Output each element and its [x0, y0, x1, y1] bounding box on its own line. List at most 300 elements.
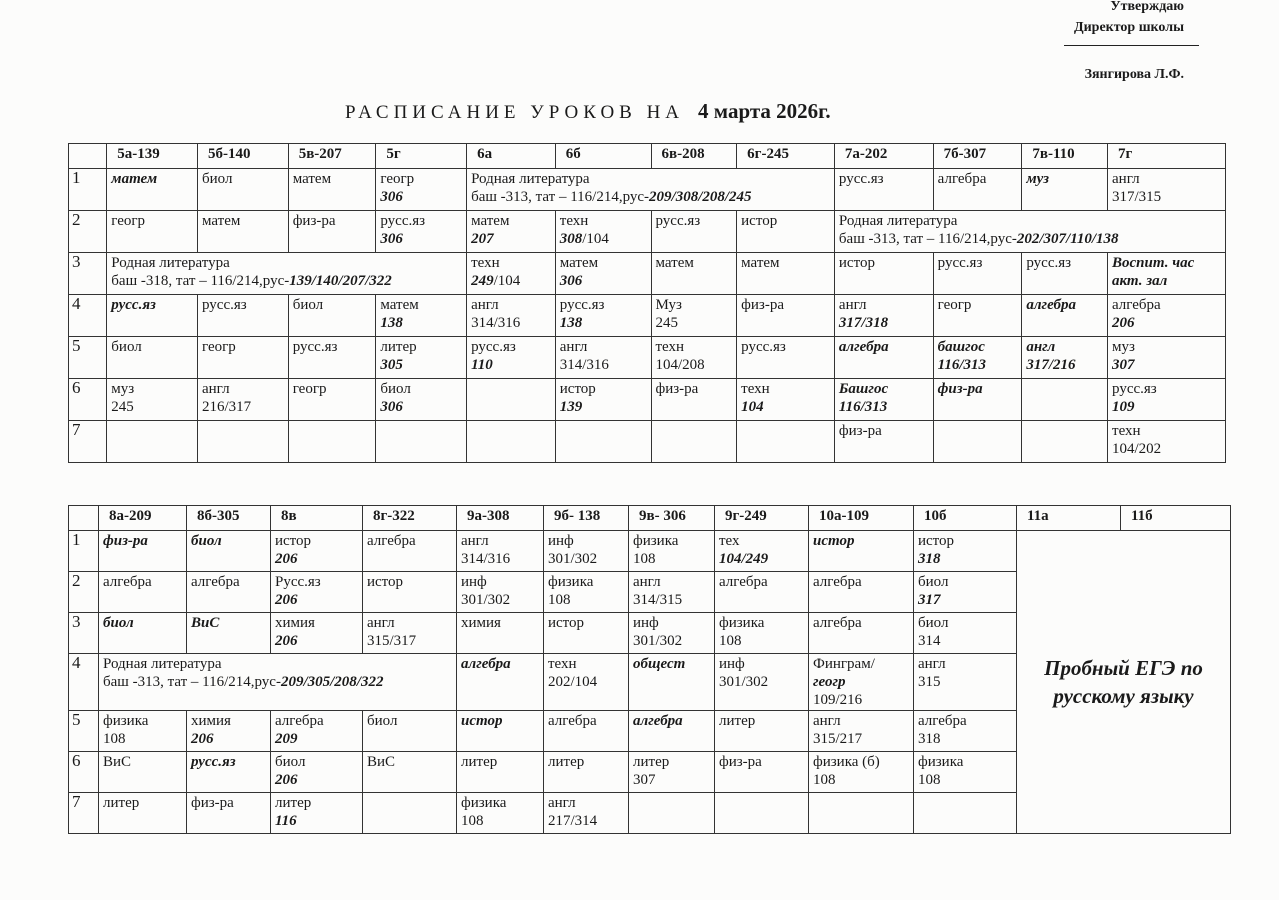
subject-name: матем: [471, 213, 510, 229]
lesson-number: 3: [69, 613, 99, 654]
lesson-cell: [99, 711, 187, 752]
subject-name: литер: [103, 795, 140, 811]
lesson-cell: [107, 253, 467, 295]
subject-name: алгебра: [461, 656, 511, 672]
lesson-cell: [651, 253, 737, 295]
lesson-cell: [629, 572, 715, 613]
lesson-cell: [544, 793, 629, 834]
lesson-cell: [467, 379, 556, 421]
subject-name: биол: [111, 339, 142, 355]
lesson-cell: [914, 572, 1017, 613]
room-number: 108: [918, 772, 941, 788]
room-number: 314/316: [461, 551, 511, 567]
lesson-cell: [457, 531, 544, 572]
lesson-cell: [99, 793, 187, 834]
subject-name: техн: [655, 339, 685, 355]
subject-name: алгебра: [633, 713, 683, 729]
lesson-cell: [737, 295, 835, 337]
subject-name: Воспит. час: [1112, 255, 1195, 271]
schedule-table-grades-5-7: [68, 143, 1226, 463]
lesson-cell: [933, 379, 1022, 421]
room-number: 216/317: [202, 399, 252, 415]
subject-name: русс.яз: [471, 339, 516, 355]
room-number-extra: 318: [865, 315, 889, 331]
header-corner: [69, 144, 107, 169]
subject-name: литер: [548, 754, 585, 770]
subject-name: Русс.яз: [275, 574, 321, 590]
class-header-row: [69, 506, 1231, 531]
lesson-cell: [363, 711, 457, 752]
class-header: 8в: [271, 506, 363, 531]
subject-name: алгебра: [1112, 297, 1161, 313]
subject-name: матем: [655, 255, 694, 271]
subject-name: литер: [380, 339, 417, 355]
subject-name: физ-ра: [937, 381, 983, 397]
lesson-cell: [1108, 169, 1226, 211]
subject-name: геогр: [380, 171, 415, 187]
lesson-number: 2: [69, 572, 99, 613]
lesson-cell: [834, 169, 933, 211]
lesson-cell: [376, 421, 467, 463]
subject-name: англ: [1026, 339, 1056, 355]
lesson-cell: [715, 711, 809, 752]
lesson-cell: [834, 421, 933, 463]
lesson-cell: [809, 654, 914, 711]
subject-name: физика: [719, 615, 765, 631]
subject-name: русс.яз: [838, 171, 884, 187]
subject-name: химия: [275, 615, 315, 631]
room-number: 206: [1112, 315, 1135, 331]
room-number: 306: [380, 231, 403, 247]
subject-name: англ: [548, 795, 576, 811]
subject-name: матем: [202, 213, 241, 229]
room-number: 245: [111, 399, 134, 415]
subject-name: истор: [367, 574, 404, 590]
lesson-cell: [629, 654, 715, 711]
subject-name: геогр: [202, 339, 236, 355]
lesson-cell: [544, 752, 629, 793]
lesson-cell: [288, 379, 376, 421]
room-number: 307: [1112, 357, 1135, 373]
lesson-cell: [914, 752, 1017, 793]
exam-notice: Пробный ЕГЭ по русскому языку: [1017, 531, 1231, 834]
subject-name: биол: [191, 533, 222, 549]
director-title: Директор школы: [1073, 20, 1184, 35]
subject-name: ВиС: [191, 615, 220, 631]
subject-name: истор: [548, 615, 585, 631]
lesson-cell: [629, 711, 715, 752]
room-number: 104/202: [1112, 441, 1162, 457]
subject-name: техн: [1112, 423, 1141, 439]
subject-name: истор: [275, 533, 312, 549]
room-number: 206: [275, 551, 298, 567]
subject-name: алгебра: [103, 574, 152, 590]
lesson-cell: [198, 379, 289, 421]
lesson-number: 5: [69, 711, 99, 752]
room-number: 116/313: [838, 399, 888, 415]
lesson-cell: [457, 572, 544, 613]
subject-name: русс.яз: [559, 297, 605, 313]
subject-name: русс.яз: [191, 754, 236, 770]
lesson-cell: [99, 752, 187, 793]
room-number: 306: [559, 273, 583, 289]
subject-name: матем: [111, 171, 158, 187]
subject-name: истор: [813, 533, 855, 549]
class-header: 7б-307: [933, 144, 1022, 169]
subject-name: техн: [559, 213, 589, 229]
lesson-cell: [271, 793, 363, 834]
subject-name: физика: [918, 754, 964, 770]
room-number: 317: [918, 592, 941, 608]
lesson-number: 2: [69, 211, 107, 253]
title-date: 4 марта 2026г.: [698, 99, 831, 123]
room-number: 317/315: [1112, 189, 1162, 205]
room-number: 314: [918, 633, 941, 649]
room-number: 314/316: [471, 315, 521, 331]
lesson-cell: [914, 531, 1017, 572]
lesson-row: [69, 253, 1226, 295]
lesson-cell: [288, 337, 376, 379]
subject-name: муз: [1026, 171, 1049, 187]
room-number: 315/317: [367, 633, 417, 649]
subject-name: русс.яз: [380, 213, 426, 229]
lesson-cell: [933, 421, 1022, 463]
lesson-cell: [809, 572, 914, 613]
lesson-cell: [467, 337, 556, 379]
lesson-cell: [1022, 253, 1108, 295]
subject-name: физика: [633, 533, 679, 549]
room-number: акт. зал: [1112, 273, 1168, 289]
class-header-row: [69, 144, 1226, 169]
class-header: 10а-109: [809, 506, 914, 531]
subject-name: техн: [548, 656, 577, 672]
lesson-cell: [544, 654, 629, 711]
room-number: 305: [380, 357, 403, 373]
room-number: 301/302: [461, 592, 511, 608]
lesson-cell: [288, 421, 376, 463]
subject-name: Муз: [655, 297, 682, 313]
language-groups: баш -313, тат – 116/214,рус-: [103, 674, 281, 690]
lesson-cell: [99, 531, 187, 572]
lesson-cell: [467, 421, 556, 463]
lesson-cell: [198, 169, 289, 211]
subject-name: русс.яз: [111, 297, 156, 313]
subject-name: Башгос: [838, 381, 889, 397]
lesson-cell: [1108, 253, 1226, 295]
lesson-cell: [834, 211, 1225, 253]
subject-name: алгебра: [191, 574, 240, 590]
subject-name: биол: [292, 297, 324, 313]
lesson-cell: [933, 169, 1022, 211]
approval-block: [1074, 0, 1184, 85]
subject-name: истор: [838, 255, 875, 271]
lesson-cell: [834, 337, 933, 379]
lesson-cell: [198, 337, 289, 379]
lesson-cell: [809, 752, 914, 793]
subject-name: Родная литература: [111, 255, 230, 271]
lesson-cell: [376, 169, 467, 211]
lesson-cell: [737, 337, 835, 379]
lesson-cell: [1022, 379, 1108, 421]
room-numbers: 202/307/110/138: [1016, 231, 1119, 247]
lesson-cell: [99, 572, 187, 613]
lesson-cell: [555, 253, 651, 295]
class-header: 9г-249: [715, 506, 809, 531]
lesson-cell: [467, 295, 556, 337]
lesson-cell: [629, 531, 715, 572]
lesson-cell: [629, 752, 715, 793]
lesson-number: 1: [69, 169, 107, 211]
room-number-extra: 249: [745, 551, 769, 567]
lesson-cell: [715, 613, 809, 654]
lesson-cell: [651, 211, 737, 253]
lesson-cell: [187, 613, 271, 654]
lesson-cell: [467, 253, 556, 295]
lesson-number: 6: [69, 379, 107, 421]
subject-name: инф: [548, 533, 574, 549]
lesson-cell: [376, 337, 467, 379]
subject-name: башгос: [937, 339, 985, 355]
lesson-cell: [737, 421, 835, 463]
subject-name: алгебра: [1026, 297, 1077, 313]
room-number: 301/302: [719, 674, 769, 690]
lesson-number: 7: [69, 793, 99, 834]
subject-name: физ-ра: [741, 297, 784, 313]
language-groups: баш -313, тат – 116/214,рус-: [838, 231, 1017, 247]
room-number: 108: [548, 592, 571, 608]
lesson-cell: [288, 295, 376, 337]
lesson-cell: [834, 379, 933, 421]
subject-name: биол: [367, 713, 398, 729]
room-number: 318: [918, 731, 941, 747]
subject-name: англ: [367, 615, 395, 631]
subject-name: литер: [719, 713, 756, 729]
lesson-cell: [187, 793, 271, 834]
lesson-cell: [737, 253, 835, 295]
lesson-cell: [198, 421, 289, 463]
lesson-cell: [834, 253, 933, 295]
lesson-cell: [629, 793, 715, 834]
lesson-cell: [457, 793, 544, 834]
lesson-cell: [107, 421, 198, 463]
lesson-cell: [737, 211, 835, 253]
lesson-cell: [544, 711, 629, 752]
lesson-cell: [107, 295, 198, 337]
lesson-cell: [467, 211, 556, 253]
room-number: 217/314: [548, 813, 598, 829]
lesson-cell: [271, 531, 363, 572]
subject-name: биол: [275, 754, 306, 770]
lesson-number: 5: [69, 337, 107, 379]
subject-name: истор: [918, 533, 955, 549]
subject-name: биол: [380, 381, 411, 397]
lesson-cell: [737, 379, 835, 421]
room-number: 104: [741, 399, 764, 415]
lesson-cell: [914, 654, 1017, 711]
lesson-number: 4: [69, 295, 107, 337]
room-number: 314/316: [559, 357, 609, 373]
subject-name: физика: [548, 574, 594, 590]
lesson-cell: [107, 169, 198, 211]
lesson-cell: [99, 613, 187, 654]
lesson-cell: [457, 752, 544, 793]
lesson-cell: [809, 531, 914, 572]
class-header: 5в-207: [288, 144, 376, 169]
subject-name: англ: [202, 381, 230, 397]
lesson-cell: [271, 711, 363, 752]
subject-name: алгебра: [548, 713, 597, 729]
subject-name: химия: [191, 713, 231, 729]
subject-name: физика: [103, 713, 149, 729]
lesson-cell: [363, 531, 457, 572]
lesson-cell: [651, 295, 737, 337]
subject-name: физика (б): [813, 754, 880, 770]
class-header: 8г-322: [363, 506, 457, 531]
subject-name: русс.яз: [937, 255, 983, 271]
lesson-cell: [933, 295, 1022, 337]
room-number: 209: [275, 731, 298, 747]
lesson-cell: [363, 752, 457, 793]
schedule-table-grades-8-11: [68, 505, 1231, 834]
lesson-cell: [107, 379, 198, 421]
class-header: 8б-305: [187, 506, 271, 531]
lesson-cell: [809, 711, 914, 752]
room-number: 110: [471, 357, 493, 373]
lesson-row: [69, 531, 1231, 572]
lesson-cell: [914, 613, 1017, 654]
lesson-cell: [933, 253, 1022, 295]
room-number: 307: [633, 772, 656, 788]
lesson-cell: [715, 531, 809, 572]
subject-name: Родная литература: [103, 656, 222, 672]
subject-name: физ-ра: [719, 754, 762, 770]
lesson-cell: [107, 337, 198, 379]
lesson-cell: [187, 711, 271, 752]
lesson-cell: [933, 337, 1022, 379]
subject-name: литер: [633, 754, 670, 770]
subject-name: матем: [559, 255, 599, 271]
lesson-row: [69, 211, 1226, 253]
language-groups: баш -318, тат – 116/214,рус-: [111, 273, 290, 289]
lesson-cell: [629, 613, 715, 654]
lesson-row: [69, 337, 1226, 379]
room-number: 317/: [838, 315, 866, 331]
approval-line: Утверждаю: [1110, 0, 1184, 14]
lesson-cell: [555, 337, 651, 379]
subject-name: геогр: [111, 213, 146, 229]
lesson-row: [69, 421, 1226, 463]
subject-name: русс.яз: [292, 339, 338, 355]
subject-name: инф: [719, 656, 745, 672]
lesson-cell: [1022, 421, 1108, 463]
subject-name: физ-ра: [103, 533, 148, 549]
subject-name: матем: [292, 171, 332, 187]
subject-name: матем: [380, 297, 419, 313]
director-name: Зянгирова Л.Ф.: [1084, 67, 1184, 82]
lesson-cell: [715, 793, 809, 834]
class-header: 5г: [376, 144, 467, 169]
room-number: 317/216: [1026, 357, 1076, 373]
class-header: 6г-245: [737, 144, 835, 169]
lesson-cell: [376, 295, 467, 337]
room-number: 108: [813, 772, 836, 788]
subject-name: геогр: [937, 297, 972, 313]
lesson-cell: [809, 793, 914, 834]
lesson-number: 4: [69, 654, 99, 711]
subject-name: биол: [202, 171, 233, 187]
signature-line: [1064, 45, 1199, 46]
room-number: 301/302: [633, 633, 683, 649]
class-header: 9а-308: [457, 506, 544, 531]
lesson-cell: [809, 613, 914, 654]
subject-name: ВиС: [103, 754, 132, 770]
room-number: 116/313: [937, 357, 987, 373]
lesson-cell: [467, 169, 835, 211]
lesson-cell: [363, 613, 457, 654]
class-header: 5б-140: [198, 144, 289, 169]
subject-name: алгебра: [918, 713, 967, 729]
lesson-cell: [288, 169, 376, 211]
subject-name: физ-ра: [191, 795, 234, 811]
room-number: 306: [380, 399, 403, 415]
lesson-cell: [555, 295, 651, 337]
subject-name: англ: [813, 713, 841, 729]
subject-name: англ: [1112, 171, 1140, 187]
subject-name: англ: [559, 339, 588, 355]
class-header: 7в-110: [1022, 144, 1108, 169]
class-header: 10б: [914, 506, 1017, 531]
subject-name: алгебра: [813, 615, 862, 631]
lesson-cell: [914, 793, 1017, 834]
lesson-number: 7: [69, 421, 107, 463]
lesson-cell: [715, 654, 809, 711]
lesson-cell: [834, 295, 933, 337]
room-number: 206: [191, 731, 214, 747]
lesson-cell: [376, 379, 467, 421]
subject-name: истор: [741, 213, 778, 229]
subject-name: англ: [918, 656, 946, 672]
lesson-cell: [187, 572, 271, 613]
lesson-cell: [544, 531, 629, 572]
subject-name: литер: [275, 795, 312, 811]
subject-name: ВиС: [367, 754, 396, 770]
room-numbers: 209/308/208/245: [649, 189, 752, 205]
subject-name: муз: [111, 381, 135, 397]
subject-name: истор: [461, 713, 503, 729]
room-number: 109/216: [813, 692, 863, 708]
lesson-row: [69, 295, 1226, 337]
subject-name: русс.яз: [202, 297, 247, 313]
lesson-number: 3: [69, 253, 107, 295]
lesson-cell: [187, 531, 271, 572]
lesson-cell: [1108, 379, 1226, 421]
room-number: 207: [471, 231, 494, 247]
subject-name: инф: [461, 574, 487, 590]
title-label: РАСПИСАНИЕ УРОКОВ НА: [345, 102, 685, 123]
class-header: 8а-209: [99, 506, 187, 531]
subject-name: русс.яз: [655, 213, 701, 229]
subject-name: алгебра: [813, 574, 862, 590]
subject-name: геогр: [292, 381, 327, 397]
subject-name: литер: [461, 754, 498, 770]
subject-name: матем: [741, 255, 780, 271]
page-title: [345, 99, 831, 124]
lesson-cell: [288, 211, 376, 253]
lesson-cell: [271, 752, 363, 793]
lesson-cell: [457, 613, 544, 654]
lesson-cell: [555, 211, 651, 253]
room-number: 116: [275, 813, 297, 829]
